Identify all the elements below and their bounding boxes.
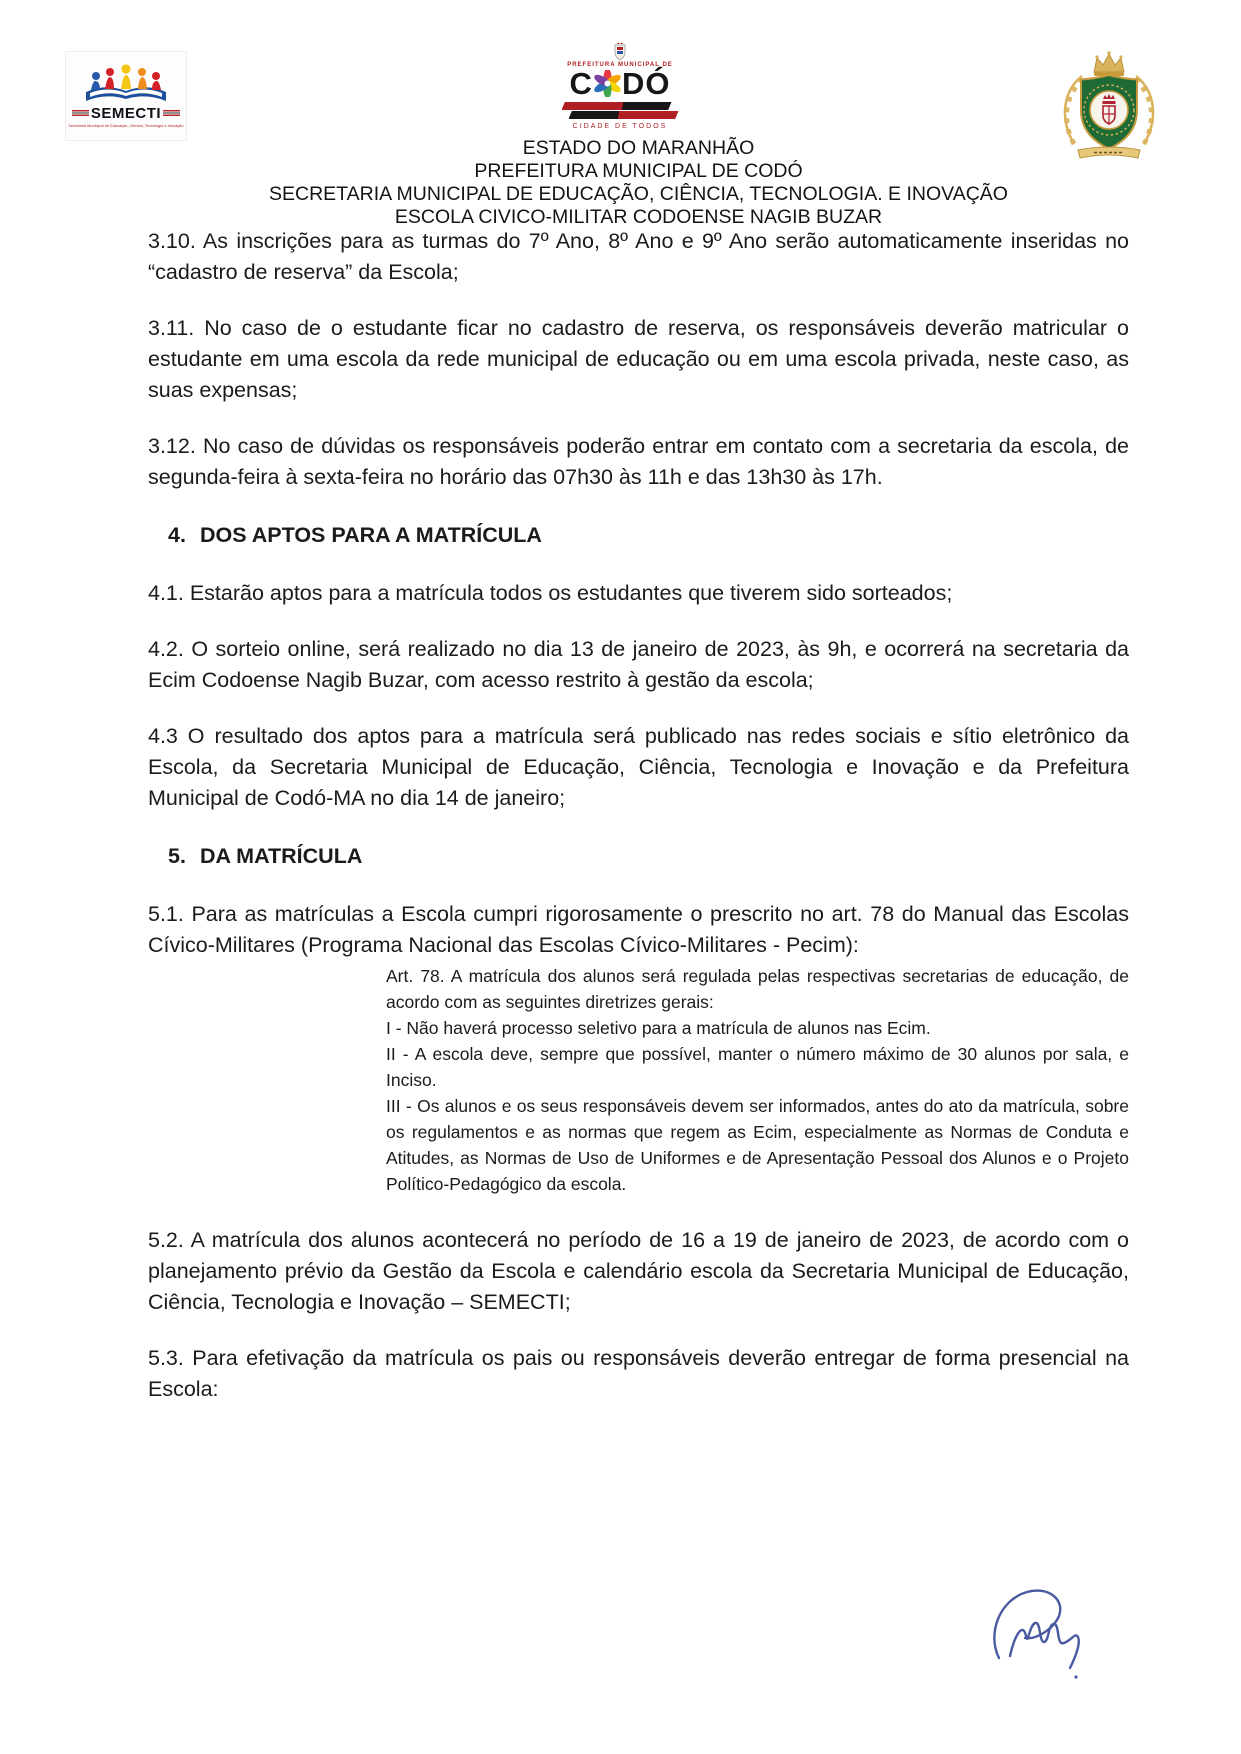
org-line-secretariat: SECRETARIA MUNICIPAL DE EDUCAÇÃO, CIÊNCIA, TECNOLOGIA. E INOVAÇÃO xyxy=(269,183,1008,205)
semecti-left-rule xyxy=(72,110,89,116)
crown-icon xyxy=(1094,51,1124,76)
codo-logo xyxy=(551,42,689,130)
signature-scribble xyxy=(983,1582,1093,1686)
codo-logo-top-label: PREFEITURA MUNICIPAL DE xyxy=(567,62,673,68)
codo-logo-name xyxy=(570,68,671,99)
people-icon xyxy=(91,64,161,90)
art-78-quote-block xyxy=(148,963,1129,1197)
codo-letters-do: DÓ xyxy=(621,66,671,101)
codo-pinwheel-icon xyxy=(594,70,621,97)
semecti-logo-name: SEMECTI xyxy=(90,104,162,122)
section-5-number: 5. xyxy=(168,844,186,868)
paragraph-4-2: 4.2. O sorteio online, será realizado no dia 13 de janeiro de 2023, às 9h, e ocorrerá na secretaria da Ecim Codoense Nagib Buzar, com acesso restrito à gestão da escola; xyxy=(148,637,1129,692)
semecti-right-rule xyxy=(163,110,180,116)
section-4-title: DOS APTOS PARA A MATRÍCULA xyxy=(199,523,542,547)
paragraph-5-2: 5.2. A matrícula dos alunos acontecerá no período de 16 a 19 de janeiro de 2023, de acordo com o planejamento prévio da Gestão da Escola e calendário escola da Secretaria Municipal de Educação, Ciência, Tecnologia e Inovação – SEMECTI; xyxy=(148,1228,1129,1314)
codo-ribbon xyxy=(562,102,679,119)
codo-letter-c: C xyxy=(569,66,593,101)
section-5-title: DA MATRÍCULA xyxy=(199,844,363,868)
quote-item-iii: III - Os alunos e os seus responsáveis devem ser informados, antes do ato da matrícula, sobre os regulamentos e as normas que regem as Ecim, especialmente as Normas de Conduta e Atitudes, as Normas de Uso de Uniformes e de Apresentação Pessoal dos Alunos e o Projeto Político-Pedagógico da escola. xyxy=(386,1096,1129,1194)
section-heading-5 xyxy=(148,844,1129,869)
quote-item-ii: II - A escola deve, sempre que possível, manter o número máximo de 30 alunos por sala, e Inciso. xyxy=(386,1044,1129,1090)
quote-item-i: I - Não haverá processo seletivo para a matrícula de alunos nas Ecim. xyxy=(386,1018,931,1038)
section-4-number: 4. xyxy=(168,523,186,547)
org-line-school: ESCOLA CIVICO-MILITAR CODOENSE NAGIB BUZAR xyxy=(394,206,883,228)
org-line-state: ESTADO DO MARANHÃO xyxy=(522,137,755,159)
semecti-logo-tagline: Secretaria Municipal de Educação, Ciência, Tecnologia e Inovação xyxy=(68,123,184,128)
codo-mini-crest-icon xyxy=(612,42,628,61)
paragraph-3-12: 3.12. No caso de dúvidas os responsáveis poderão entrar em contato com a secretaria da escola, de segunda-feira à sexta-feira no horário das 07h30 às 11h e das 13h30 às 17h. xyxy=(148,434,1129,489)
header-org-block xyxy=(148,137,1129,229)
paragraph-5-3: 5.3. Para efetivação da matrícula os pais ou responsáveis deverão entregar de forma presencial na Escola: xyxy=(148,1346,1129,1401)
paragraph-4-3: 4.3 O resultado dos aptos para a matrícula será publicado nas redes sociais e sítio eletrônico da Escola, da Secretaria Municipal de Educação, Ciência, Tecnologia e Inovação e da Prefeitura Municipal de Codó-MA no dia 14 de janeiro; xyxy=(148,724,1129,810)
semecti-figures-book-icon xyxy=(80,64,172,104)
paragraph-3-11: 3.11. No caso de o estudante ficar no cadastro de reserva, os responsáveis deverão matricular o estudante em uma escola da rede municipal de educação ou em uma escola privada, neste caso, as suas expensas; xyxy=(148,316,1129,402)
paragraph-5-1: 5.1. Para as matrículas a Escola cumpri rigorosamente o prescrito no art. 78 do Manual das Escolas Cívico-Militares (Programa Nacional das Escolas Cívico-Militares - Pecim): xyxy=(148,902,1129,957)
codo-logo-bottom-label: CIDADE DE TODOS xyxy=(572,123,668,130)
org-line-city: PREFEITURA MUNICIPAL DE CODÓ xyxy=(474,160,803,182)
paragraph-4-1: 4.1. Estarão aptos para a matrícula todos os estudantes que tiverem sido sorteados; xyxy=(148,581,953,605)
semecti-logo xyxy=(66,52,186,140)
paragraph-3-10: 3.10. As inscrições para as turmas do 7º Ano, 8º Ano e 9º Ano serão automaticamente inseridas no “cadastro de reserva” da Escola; xyxy=(148,229,1129,284)
section-heading-4 xyxy=(148,523,1129,548)
quote-art-78: Art. 78. A matrícula dos alunos será regulada pelas respectivas secretarias de educação, de acordo com as seguintes diretrizes gerais: xyxy=(386,966,1129,1012)
document-body xyxy=(148,226,1129,1430)
